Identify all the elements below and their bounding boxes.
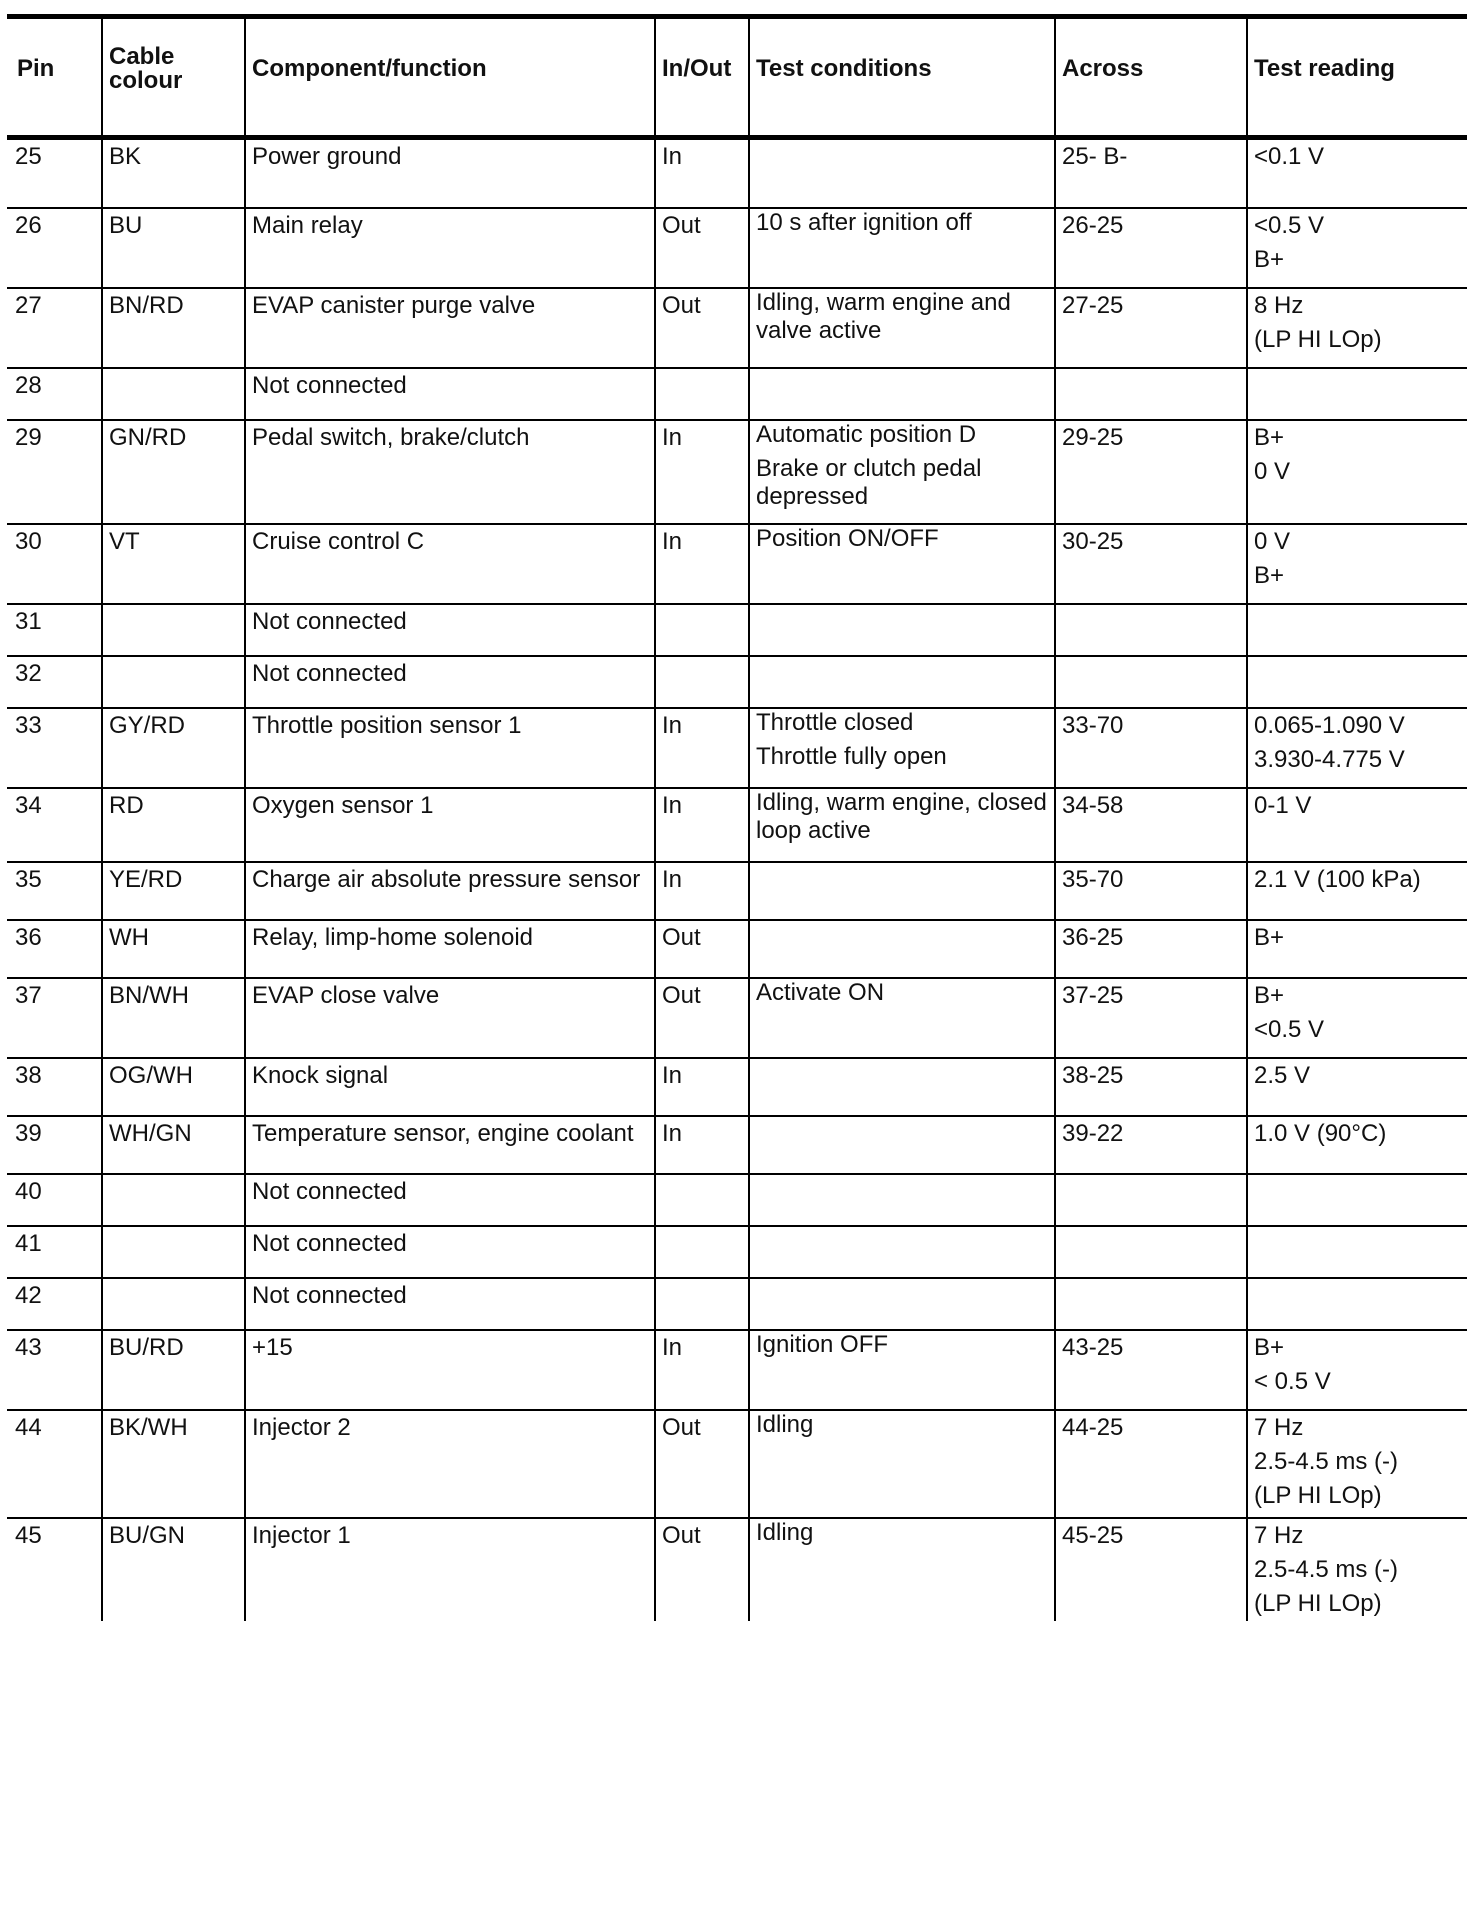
in-out-cell: In <box>655 1058 749 1116</box>
in-out-cell <box>655 368 749 420</box>
test-conditions-cell <box>749 1058 1055 1116</box>
test-conditions-cell <box>749 288 1055 368</box>
test-conditions-cell <box>749 862 1055 920</box>
table-row <box>7 524 1467 604</box>
test-reading: 2.5 V <box>1254 1061 1311 1089</box>
test-reading-cell <box>1247 920 1467 978</box>
pin-cell: 25 <box>7 138 102 208</box>
component-cell: Power ground <box>245 138 655 208</box>
cable-colour-cell: OG/WH <box>102 1058 245 1116</box>
test-conditions-cell <box>749 1278 1055 1330</box>
in-out-cell: Out <box>655 1518 749 1621</box>
test-conditions-cell <box>749 1174 1055 1226</box>
test-reading: B+ <box>1254 561 1285 589</box>
cable-colour-cell <box>102 1174 245 1226</box>
test-reading-cell <box>1247 1330 1467 1410</box>
test-condition: Throttle fully open <box>756 742 947 770</box>
test-reading: <0.1 V <box>1254 143 1325 170</box>
test-condition: Idling, warm engine, closed loop active <box>756 788 1047 844</box>
test-reading: B+ <box>1254 245 1285 273</box>
pin-cell: 38 <box>7 1058 102 1116</box>
test-condition: Idling <box>756 1410 814 1438</box>
header-pin: Pin <box>7 17 102 138</box>
across-cell <box>1055 1226 1247 1278</box>
cable-colour-cell <box>102 1278 245 1330</box>
pinout-table <box>7 14 1467 1621</box>
test-reading: 0.065-1.090 V <box>1254 711 1405 739</box>
header-component: Component/function <box>245 17 655 138</box>
test-condition: Brake or clutch pedal depressed <box>756 454 982 510</box>
cable-colour-cell: BK <box>102 138 245 208</box>
header-in-out: In/Out <box>655 17 749 138</box>
test-reading: <0.5 V <box>1254 1015 1325 1043</box>
component-cell: Oxygen sensor 1 <box>245 788 655 862</box>
test-reading: 8 Hz <box>1254 291 1304 319</box>
pin-cell: 27 <box>7 288 102 368</box>
test-reading: 0 V <box>1254 527 1291 555</box>
test-condition: Automatic position D <box>756 420 977 448</box>
test-reading: <0.5 V <box>1254 211 1325 239</box>
cable-colour-cell: WH/GN <box>102 1116 245 1174</box>
in-out-cell <box>655 1226 749 1278</box>
table-row <box>7 708 1467 788</box>
header-test-conditions: Test conditions <box>749 17 1055 138</box>
test-conditions-cell <box>749 138 1055 208</box>
cable-colour-cell: BN/RD <box>102 288 245 368</box>
test-reading: B+ <box>1254 923 1285 951</box>
component-cell: Not connected <box>245 1174 655 1226</box>
cable-colour-cell <box>102 604 245 656</box>
across-cell: 30-25 <box>1055 524 1247 604</box>
across-cell: 27-25 <box>1055 288 1247 368</box>
pin-cell: 40 <box>7 1174 102 1226</box>
table-row <box>7 1058 1467 1116</box>
test-reading: 0-1 V <box>1254 791 1312 819</box>
test-reading-cell <box>1247 368 1467 420</box>
in-out-cell <box>655 604 749 656</box>
test-reading-cell <box>1247 604 1467 656</box>
component-cell: Injector 2 <box>245 1410 655 1518</box>
test-reading: 1.0 V (90°C) <box>1254 1119 1387 1147</box>
in-out-cell <box>655 1174 749 1226</box>
test-conditions-cell <box>749 1410 1055 1518</box>
test-conditions-cell <box>749 1330 1055 1410</box>
test-reading-cell <box>1247 138 1467 208</box>
table-row <box>7 788 1467 862</box>
test-reading: 3.930-4.775 V <box>1254 745 1405 773</box>
pin-cell: 42 <box>7 1278 102 1330</box>
component-cell: +15 <box>245 1330 655 1410</box>
table-row <box>7 420 1467 524</box>
test-condition: Ignition OFF <box>756 1330 889 1358</box>
test-reading-cell <box>1247 978 1467 1058</box>
cable-colour-cell <box>102 368 245 420</box>
test-reading-cell <box>1247 656 1467 708</box>
table-row <box>7 1330 1467 1410</box>
pin-cell: 26 <box>7 208 102 288</box>
header-cable-colour: Cable colour <box>102 17 245 138</box>
table-row <box>7 1410 1467 1518</box>
pin-cell: 45 <box>15 1521 42 1549</box>
across-cell: 25- B- <box>1055 138 1247 208</box>
test-reading-cell <box>1247 1226 1467 1278</box>
component-cell: Not connected <box>245 656 655 708</box>
component-cell: Injector 1 <box>245 1518 655 1621</box>
in-out-cell: Out <box>655 978 749 1058</box>
test-reading-cell <box>1247 524 1467 604</box>
cable-colour-cell: RD <box>102 788 245 862</box>
component-cell: Not connected <box>245 1278 655 1330</box>
test-conditions-cell <box>749 368 1055 420</box>
header-across: Across <box>1055 17 1247 138</box>
in-out-cell <box>655 656 749 708</box>
test-reading: 7 Hz <box>1254 1521 1304 1549</box>
table-row <box>7 208 1467 288</box>
test-reading: < 0.5 V <box>1254 1367 1331 1395</box>
test-reading-cell <box>1247 1278 1467 1330</box>
test-reading: 2.5-4.5 ms (-) <box>1254 1555 1399 1583</box>
pin-cell: 32 <box>7 656 102 708</box>
pin-cell: 41 <box>7 1226 102 1278</box>
table-row <box>7 1174 1467 1226</box>
cable-colour-cell: BU/GN <box>102 1518 245 1621</box>
table-row <box>7 978 1467 1058</box>
in-out-cell <box>655 1278 749 1330</box>
header-test-reading: Test reading <box>1247 17 1467 138</box>
across-cell <box>1055 1278 1247 1330</box>
in-out-cell: In <box>655 420 749 524</box>
across-cell <box>1055 656 1247 708</box>
across-cell: 35-70 <box>1055 862 1247 920</box>
across-cell: 38-25 <box>1055 1058 1247 1116</box>
table-row <box>7 288 1467 368</box>
cable-colour-cell: BN/WH <box>102 978 245 1058</box>
table-row <box>7 1226 1467 1278</box>
cable-colour-cell: YE/RD <box>102 862 245 920</box>
pin-cell: 28 <box>7 368 102 420</box>
table-header <box>7 17 1467 138</box>
across-cell: 26-25 <box>1055 208 1247 288</box>
test-reading: 7 Hz <box>1254 1413 1304 1441</box>
test-reading-cell <box>1247 708 1467 788</box>
table-body <box>7 138 1467 1621</box>
component-cell: Relay, limp-home solenoid <box>245 920 655 978</box>
test-condition: 10 s after ignition off <box>756 208 972 236</box>
across-cell: 33-70 <box>1055 708 1247 788</box>
test-reading: 2.1 V (100 kPa) <box>1254 865 1421 893</box>
across-cell <box>1055 368 1247 420</box>
test-reading-cell <box>1247 1058 1467 1116</box>
pin-cell: 31 <box>7 604 102 656</box>
test-conditions-cell <box>749 1226 1055 1278</box>
in-out-cell: In <box>655 1330 749 1410</box>
test-condition: Position ON/OFF <box>756 524 939 552</box>
in-out-cell: In <box>655 524 749 604</box>
test-reading-cell <box>1247 208 1467 288</box>
pin-cell: 43 <box>7 1330 102 1410</box>
table-row <box>7 920 1467 978</box>
cable-colour-cell: BK/WH <box>102 1410 245 1518</box>
component-cell: Pedal switch, brake/clutch <box>245 420 655 524</box>
across-cell: 29-25 <box>1055 420 1247 524</box>
test-conditions-cell <box>749 788 1055 862</box>
test-reading: (LP HI LOp) <box>1254 1481 1382 1509</box>
pin-cell: 30 <box>7 524 102 604</box>
across-cell: 44-25 <box>1055 1410 1247 1518</box>
across-cell: 37-25 <box>1055 978 1247 1058</box>
in-out-cell: In <box>655 1116 749 1174</box>
test-condition: Activate ON <box>756 978 885 1006</box>
cable-colour-cell: BU/RD <box>102 1330 245 1410</box>
test-condition: Idling, warm engine and valve active <box>756 288 1011 344</box>
in-out-cell: Out <box>655 1410 749 1518</box>
across-cell: 45-25 <box>1055 1518 1247 1621</box>
cable-colour-cell: WH <box>102 920 245 978</box>
component-cell: Charge air absolute pressure sensor <box>245 862 655 920</box>
component-cell: Knock signal <box>245 1058 655 1116</box>
test-conditions-cell <box>749 1518 1055 1621</box>
test-reading: B+ <box>1254 423 1285 451</box>
in-out-cell: In <box>655 788 749 862</box>
pin-cell: 37 <box>7 978 102 1058</box>
table-row <box>7 138 1467 208</box>
component-cell: Not connected <box>245 368 655 420</box>
test-conditions-cell <box>749 208 1055 288</box>
in-out-cell: In <box>655 138 749 208</box>
test-condition: Throttle closed <box>756 708 914 736</box>
cable-colour-cell <box>102 656 245 708</box>
test-conditions-cell <box>749 1116 1055 1174</box>
in-out-cell: In <box>655 708 749 788</box>
component-cell: EVAP close valve <box>245 978 655 1058</box>
across-cell: 34-58 <box>1055 788 1247 862</box>
across-cell: 36-25 <box>1055 920 1247 978</box>
test-reading-cell <box>1247 862 1467 920</box>
test-reading: (LP HI LOp) <box>1254 1589 1382 1617</box>
cable-colour-cell: GY/RD <box>102 708 245 788</box>
test-conditions-cell <box>749 978 1055 1058</box>
in-out-cell: Out <box>655 920 749 978</box>
component-cell: Not connected <box>245 1226 655 1278</box>
across-cell <box>1055 604 1247 656</box>
test-reading-cell <box>1247 788 1467 862</box>
pin-cell: 29 <box>7 420 102 524</box>
test-reading-cell <box>1247 1410 1467 1518</box>
pin-cell: 39 <box>7 1116 102 1174</box>
pin-cell: 34 <box>7 788 102 862</box>
component-cell: Not connected <box>245 604 655 656</box>
component-cell: Cruise control C <box>245 524 655 604</box>
table-row <box>7 862 1467 920</box>
test-reading: 2.5-4.5 ms (-) <box>1254 1447 1399 1475</box>
cable-colour-cell: BU <box>102 208 245 288</box>
table-row <box>7 1278 1467 1330</box>
test-reading-cell <box>1247 1116 1467 1174</box>
cable-colour-cell <box>102 1226 245 1278</box>
test-reading-cell <box>1247 288 1467 368</box>
test-reading: B+ <box>1254 981 1285 1009</box>
across-cell: 43-25 <box>1055 1330 1247 1410</box>
in-out-cell: Out <box>655 208 749 288</box>
test-reading-cell <box>1247 1174 1467 1226</box>
pin-cell: 44 <box>7 1410 102 1518</box>
in-out-cell: Out <box>655 288 749 368</box>
component-cell: Temperature sensor, engine coolant <box>245 1116 655 1174</box>
test-conditions-cell <box>749 708 1055 788</box>
table-row <box>7 604 1467 656</box>
component-cell: Throttle position sensor 1 <box>245 708 655 788</box>
component-cell: EVAP canister purge valve <box>245 288 655 368</box>
test-conditions-cell <box>749 420 1055 524</box>
pin-cell: 33 <box>7 708 102 788</box>
component-cell: Main relay <box>245 208 655 288</box>
table-row <box>7 1116 1467 1174</box>
table-row <box>7 656 1467 708</box>
test-conditions-cell <box>749 920 1055 978</box>
pin-cell: 36 <box>7 920 102 978</box>
in-out-cell: In <box>655 862 749 920</box>
test-condition: Idling <box>756 1518 814 1546</box>
test-conditions-cell <box>749 524 1055 604</box>
test-reading: 0 V <box>1254 457 1291 485</box>
across-cell <box>1055 1174 1247 1226</box>
table-row <box>7 1518 1467 1621</box>
test-conditions-cell <box>749 604 1055 656</box>
cable-colour-cell: GN/RD <box>102 420 245 524</box>
across-cell: 39-22 <box>1055 1116 1247 1174</box>
test-reading-cell <box>1247 420 1467 524</box>
cable-colour-cell: VT <box>102 524 245 604</box>
test-reading: B+ <box>1254 1333 1285 1361</box>
table-row <box>7 368 1467 420</box>
test-conditions-cell <box>749 656 1055 708</box>
test-reading: (LP HI LOp) <box>1254 325 1382 353</box>
test-reading-cell <box>1247 1518 1467 1621</box>
pin-cell: 35 <box>7 862 102 920</box>
